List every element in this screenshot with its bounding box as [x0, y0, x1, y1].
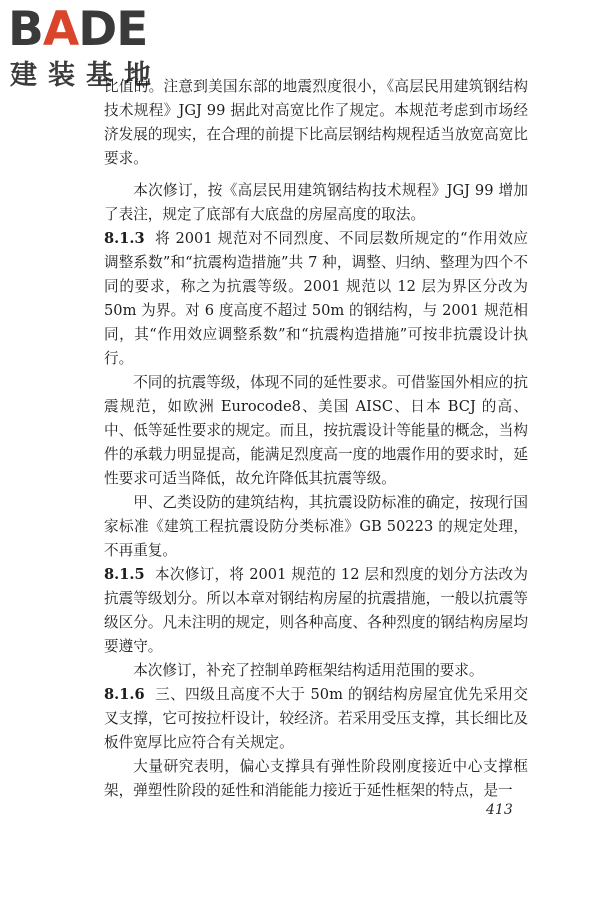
- section-8-1-3: [104, 227, 528, 371]
- body-block-2: [104, 179, 528, 227]
- section-paragraph: [104, 227, 528, 371]
- section-number: 8.1.5: [104, 566, 145, 583]
- body-block-9: [104, 755, 528, 803]
- section-number: 8.1.3: [104, 230, 145, 247]
- page-number: 413: [486, 802, 513, 818]
- section-text: 本次修订，将 2001 规范的 12 层和烈度的划分方法改为抗震等级划分。所以本章对钢结构房屋的抗震措施，一般以抗震等级区分。凡未注明的规定，则各种高度、各种烈度的钢结构房屋均要遵守。: [104, 566, 528, 655]
- section-8-1-5: [104, 563, 528, 659]
- section-number: 8.1.6: [104, 686, 145, 703]
- body-block-7: [104, 659, 528, 683]
- paragraph: 甲、乙类设防的建筑结构，其抗震设防标准的确定，按现行国家标准《建筑工程抗震设防分类标准》GB 50223 的规定处理，不再重复。: [104, 494, 528, 559]
- body-block-5: [104, 491, 528, 563]
- paragraph: 本次修订，按《高层民用建筑钢结构技术规程》JGJ 99 增加了表注，规定了底部有大底盘的房屋高度的取法。: [104, 182, 528, 223]
- section-text: 将 2001 规范对不同烈度、不同层数所规定的“作用效应调整系数”和“抗震构造措施”共 7 种，调整、归纳、整理为四个不同的要求，称之为抗震等级。2001 规范以 12 层为界区分改为 50m 为界。对 6 度高度不超过 50m 的钢结构，与 2001 规范相同，其“作用效应调整系数”和“抗震构造措施”可按非抗震设计执行。: [104, 230, 528, 367]
- logo-wordmark: [8, 4, 147, 56]
- logo-subtitle: 建装基地: [10, 60, 162, 91]
- logo-letters-de: DE: [78, 2, 148, 57]
- section-paragraph: [104, 563, 528, 659]
- section-text: 三、四级且高度不大于 50m 的钢结构房屋宜优先采用交叉支撑，它可按拉杆设计，较经济。若采用受压支撑，其长细比及板件宽厚比应符合有关规定。: [104, 686, 528, 751]
- paragraph: 本次修订，补充了控制单跨框架结构适用范围的要求。: [133, 662, 484, 679]
- paragraph: 不同的抗震等级，体现不同的延性要求。可借鉴国外相应的抗震规范，如欧洲 Eurocode8、美国 AISC、日本 BCJ 的高、中、低等延性要求的规定。而且，按抗震设计等能量的概念，当构件的承载力明显提高，能满足烈度高一度的地震作用的要求时，延性要求可适当降低，故允许降低其抗震等级。: [104, 374, 528, 487]
- paragraph-continuation: 比值的。注意到美国东部的地震烈度很小，《高层民用建筑钢结构技术规程》JGJ 99 据此对高宽比作了规定。本规范考虑到市场经济发展的现实，在合理的前提下比高层钢结构规程适当放宽高宽比要求。: [104, 78, 528, 167]
- logo-letter-b: B: [8, 2, 43, 57]
- section-paragraph: [104, 683, 528, 755]
- body-line-1: [104, 75, 528, 171]
- logo-letter-a: A: [42, 2, 79, 57]
- paragraph: 大量研究表明，偏心支撑具有弹性阶段刚度接近中心支撑框架，弹塑性阶段的延性和消能能力接近于延性框架的特点，是一: [104, 758, 528, 799]
- body-block-4: [104, 371, 528, 491]
- section-8-1-6: [104, 683, 528, 755]
